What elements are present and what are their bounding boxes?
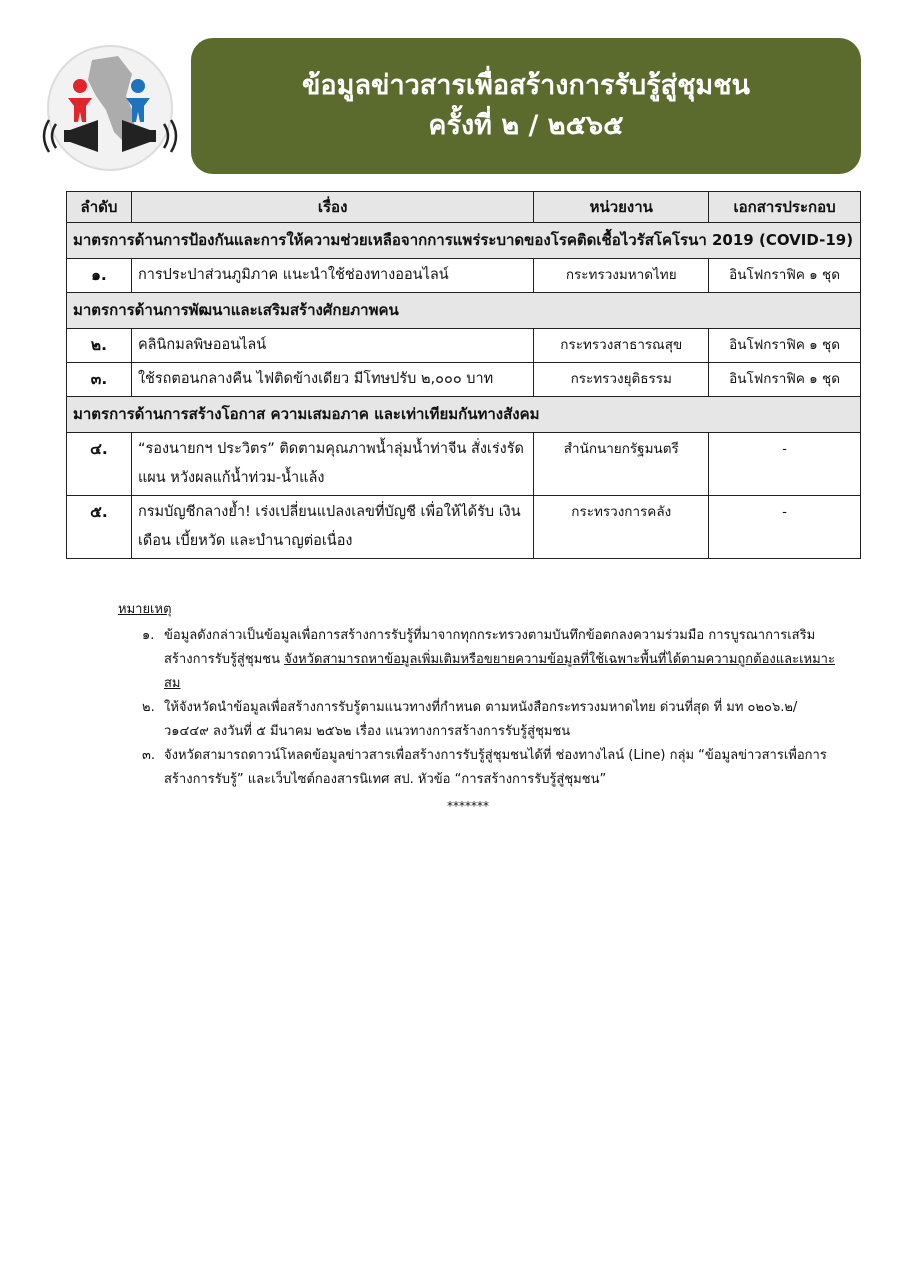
row-agency: กระทรวงสาธารณสุข xyxy=(534,329,709,363)
row-document: อินโฟกราฟิค ๑ ชุด xyxy=(709,363,861,397)
end-marker: ******* xyxy=(447,799,489,813)
note-underlined-text: จังหวัดสามารถหาข้อมูลเพิ่มเติมหรือขยายความข้อมูลที่ใช้เฉพาะพื้นที่ได้ตามความถูกต้องและเหมาะสม xyxy=(164,652,835,691)
notes-title: หมายเหตุ xyxy=(118,602,172,617)
table-row xyxy=(67,329,861,363)
row-number: ๑. xyxy=(67,259,132,293)
page-title: ข้อมูลข่าวสารเพื่อสร้างการรับรู้สู่ชุมชน xyxy=(301,70,751,101)
row-document: อินโฟกราฟิค ๑ ชุด xyxy=(709,259,861,293)
header-subject: เรื่อง xyxy=(131,192,533,223)
note-item xyxy=(142,696,838,744)
table-row xyxy=(67,433,861,496)
community-megaphone-logo xyxy=(40,40,180,180)
header-agency: หน่วยงาน xyxy=(534,192,709,223)
row-number: ๒. xyxy=(67,329,132,363)
row-subject: การประปาส่วนภูมิภาค แนะนำใช้ช่องทางออนไลน์ xyxy=(131,259,533,293)
section-row xyxy=(67,223,861,259)
row-agency: กระทรวงยุติธรรม xyxy=(534,363,709,397)
info-table xyxy=(66,191,861,559)
note-text: ให้จังหวัดนำข้อมูลเพื่อสร้างการรับรู้ตามแนวทางที่กำหนด ตามหนังสือกระทรวงมหาดไทย ด่วนที่สุด ที่ มท ๐๒๐๖.๒/ว๑๔๔๙ ลงวันที่ ๕ มีนาคม ๒๕๖๒ เรื่อง แนวทางการสร้างการรับรู้สู่ชุมชน xyxy=(164,700,798,739)
row-agency: กระทรวงการคลัง xyxy=(534,496,709,559)
note-number: ๓. xyxy=(142,748,156,763)
row-number: ๓. xyxy=(67,363,132,397)
section-title: มาตรการด้านการสร้างโอกาส ความเสมอภาค และเท่าเทียมกันทางสังคม xyxy=(67,397,861,433)
row-subject: ใช้รถตอนกลางคืน ไฟติดข้างเดียว มีโทษปรับ ๒,๐๐๐ บาท xyxy=(131,363,533,397)
note-text-part: ข้อมูลดังกล่าวเป็นข้อมูลเพื่อการสร้างการรับรู้ที่มาจากทุกกระทรวงตามบันทึกข้อตกลงความร่วมมือ การบูรณาการเสริมสร้างการรับรู้สู่ชุมชน xyxy=(164,628,816,667)
row-document: - xyxy=(709,496,861,559)
table-header-row xyxy=(67,192,861,223)
title-banner xyxy=(191,38,861,174)
note-number: ๑. xyxy=(142,628,155,643)
row-agency: สำนักนายกรัฐมนตรี xyxy=(534,433,709,496)
page-subtitle: ครั้งที่ ๒ / ๒๕๖๕ xyxy=(428,110,624,141)
note-text: จังหวัดสามารถดาวน์โหลดข้อมูลข่าวสารเพื่อสร้างการรับรู้สู่ชุมชนได้ที่ ช่องทางไลน์ (Line) กลุ่ม “ข้อมูลข่าวสารเพื่อการสร้างการรับรู้” และเว็บไซต์กองสารนิเทศ สป. หัวข้อ “การสร้างการรับรู้สู่ชุมชน” xyxy=(164,748,827,787)
section-row xyxy=(67,397,861,433)
row-subject: “รองนายกฯ ประวิตร” ติดตามคุณภาพน้ำลุ่มน้ำท่าจีน สั่งเร่งรัดแผน หวังผลแก้น้ำท่วม-น้ำแล้ง xyxy=(131,433,533,496)
table-row xyxy=(67,259,861,293)
table-row xyxy=(67,363,861,397)
table-row xyxy=(67,496,861,559)
header-no: ลำดับ xyxy=(67,192,132,223)
section-title: มาตรการด้านการพัฒนาและเสริมสร้างศักยภาพคน xyxy=(67,293,861,329)
header-document: เอกสารประกอบ xyxy=(709,192,861,223)
row-subject: กรมบัญชีกลางย้ำ! เร่งเปลี่ยนแปลงเลขที่บัญชี เพื่อให้ได้รับ เงินเดือน เบี้ยหวัด และบำนาญต่อเนื่อง xyxy=(131,496,533,559)
note-item xyxy=(142,624,838,696)
section-row xyxy=(67,293,861,329)
row-subject: คลินิกมลพิษออนไลน์ xyxy=(131,329,533,363)
row-number: ๔. xyxy=(67,433,132,496)
note-number: ๒. xyxy=(142,700,155,715)
row-number: ๕. xyxy=(67,496,132,559)
row-agency: กระทรวงมหาดไทย xyxy=(534,259,709,293)
section-title: มาตรการด้านการป้องกันและการให้ความช่วยเหลือจากการแพร่ระบาดของโรคติดเชื้อไวรัสโคโรนา 2019 (COVID-19) xyxy=(67,223,861,259)
row-document: อินโฟกราฟิค ๑ ชุด xyxy=(709,329,861,363)
notes-section xyxy=(118,598,838,818)
note-item xyxy=(142,744,838,792)
row-document: - xyxy=(709,433,861,496)
note-text xyxy=(164,624,838,696)
